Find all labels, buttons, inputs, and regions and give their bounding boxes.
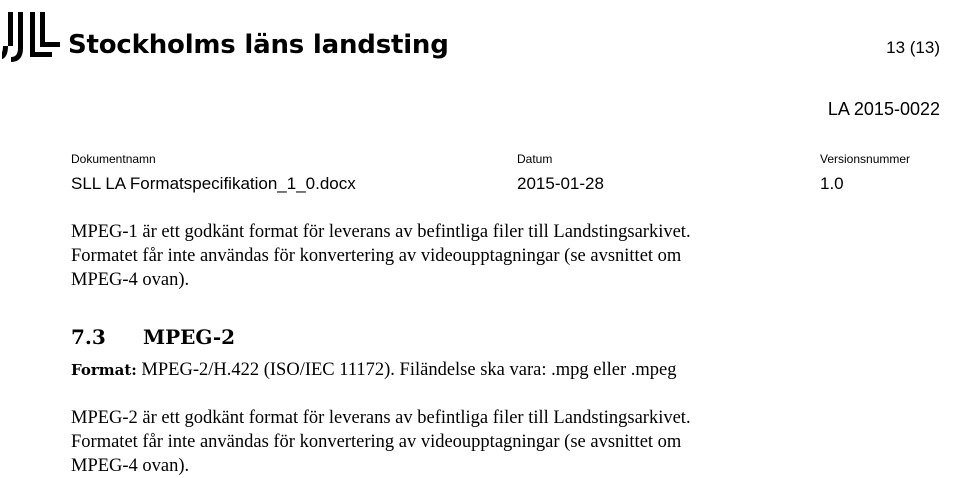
format-value: MPEG-2/H.422 (ISO/IEC 11172). Filändelse ska vara: .mpg eller .mpeg — [141, 360, 677, 380]
paragraph-line: MPEG-1 är ett godkänt format för leverans av befintliga filer till Landstingsarkivet. — [71, 222, 691, 242]
section-number: 7.3 — [71, 325, 106, 349]
format-line — [71, 360, 676, 381]
version-value: 1.0 — [820, 174, 844, 193]
document-id: LA 2015-0022 — [827, 99, 940, 119]
doc-name-label: Dokumentnamn — [71, 152, 156, 166]
logo — [2, 4, 449, 64]
sll-logo-icon — [2, 10, 62, 64]
version-label: Versionsnummer — [820, 152, 911, 166]
paragraph-line: Formatet får inte användas för konvertering av videoupptagningar (se avsnittet om — [71, 432, 682, 452]
date-value: 2015-01-28 — [517, 174, 604, 193]
page-number: 13 (13) — [886, 38, 940, 57]
doc-name-value: SLL LA Formatspecifikation_1_0.docx — [71, 174, 356, 193]
paragraph-line: MPEG-4 ovan). — [71, 456, 190, 476]
logo-text: Stockholms läns landsting — [68, 30, 449, 60]
intro-paragraph — [71, 220, 941, 292]
section-heading — [71, 325, 235, 349]
section-title: MPEG-2 — [143, 325, 236, 349]
format-label: Format: — [71, 361, 137, 379]
outro-paragraph — [71, 406, 941, 478]
paragraph-line: MPEG-2 är ett godkänt format för leverans av befintliga filer till Landstingsarkivet. — [71, 408, 691, 428]
date-label: Datum — [517, 152, 553, 166]
paragraph-line: Formatet får inte användas för konvertering av videoupptagningar (se avsnittet om — [71, 246, 682, 266]
paragraph-line: MPEG-4 ovan). — [71, 270, 190, 290]
